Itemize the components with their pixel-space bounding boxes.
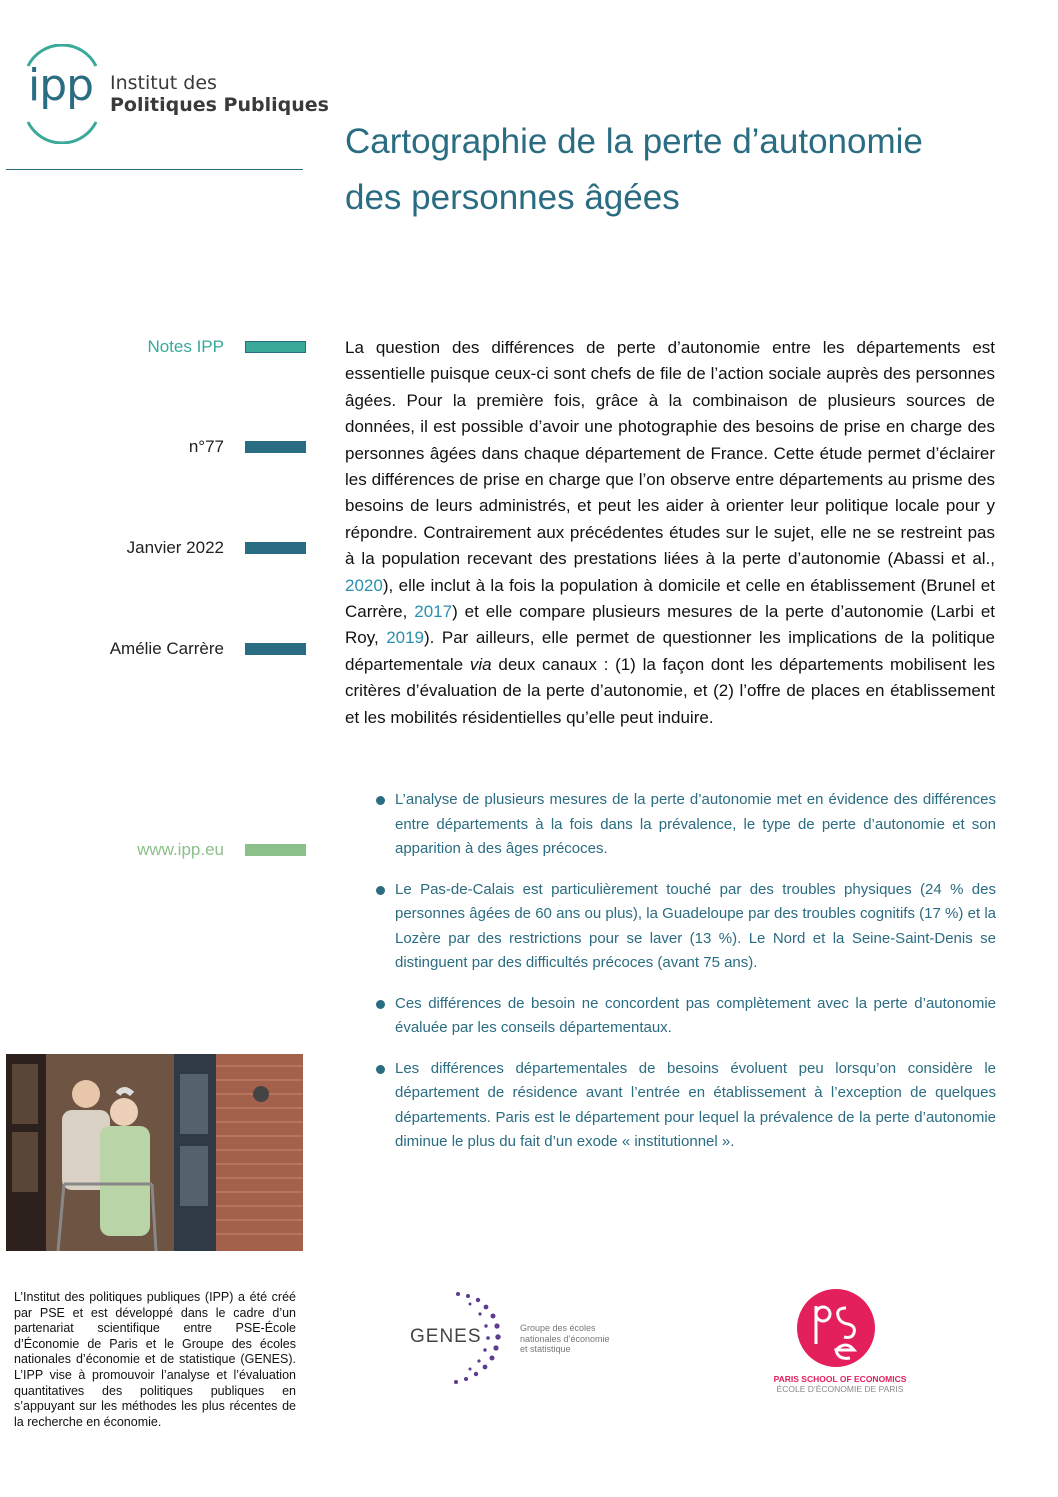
abstract-text: ), elle inclut à la fois la population à domicile et celle en établissement (Brunel et Carrère, (345, 575, 995, 622)
abstract-text: deux canaux : (1) la façon dont les départements mobilisent les critères d’évaluation de la perte d’autonomie, et (2) l’offre de places en établissement et les mobilités résidentielles qu’elle peut induire. (345, 654, 995, 727)
website-link[interactable]: www.ipp.eu (137, 840, 224, 859)
bullet-icon (376, 1065, 385, 1074)
publication-date: Janvier 2022 (126, 538, 224, 557)
finding-item (376, 788, 996, 862)
citation-link[interactable]: 2020 (345, 575, 383, 595)
genes-subtitle (520, 1323, 620, 1355)
bullet-icon (376, 796, 385, 805)
org-name-line2: Politiques Publiques (110, 94, 329, 116)
finding-item (376, 992, 996, 1041)
date-bar (245, 542, 306, 554)
ipp-logo-text: ipp (28, 60, 94, 111)
pse-caption-line: PARIS SCHOOL OF ECONOMICS (773, 1374, 907, 1384)
ipp-about-text: L’Institut des politiques publiques (IPP) a été créé par PSE et est développé dans le cadre d’un partenariat scientifique entre PSE-École d’Économie de Paris et le Groupe des écoles nationales d’économie et de statistique (GENES). L’IPP vise à promouvoir l’analyse et l’évaluation quantitatives des politiques publiques en s’appuyant sur les méthodes les plus récentes de la recherche en économie. (14, 1290, 296, 1429)
abstract-emphasis: via (469, 654, 492, 674)
abstract-text: ). Par ailleurs, elle permet de questionner les implications de la politique départementale (345, 628, 995, 674)
finding-item (376, 878, 996, 976)
title-line2: des personnes âgées (345, 178, 680, 217)
abstract-text: ) et elle compare plusieurs mesures de la perte d’autonomie (Larbi et Roy, (345, 602, 995, 648)
finding-text: Ces différences de besoin ne concordent pas complètement avec la perte d’autonomie évaluée par les conseils départementaux. (395, 994, 996, 1036)
finding-text: Les différences départementales de besoins évoluent peu lorsqu’on considère le département de résidence avant l’entrée en établissement à l’exception de quelques départements. Paris est le département pour lequel la prévalence de la perte d’autonomie diminue le plus du fait d’un exode « institutionnel ». (395, 1059, 996, 1150)
pse-logo-mark (796, 1288, 876, 1368)
title-line1: Cartographie de la perte d’autonomie (345, 122, 923, 161)
citation-link[interactable]: 2017 (414, 602, 453, 622)
genes-subtitle-line: Groupe des écoles (520, 1323, 596, 1333)
page-title (345, 114, 1025, 226)
header-divider (6, 169, 303, 170)
pse-logo-caption (760, 1375, 920, 1394)
org-name-line1: Institut des (110, 72, 217, 94)
abstract-paragraph (345, 335, 995, 731)
series-label: Notes IPP (147, 337, 224, 356)
abstract-text: La question des différences de perte d’autonomie entre les départements est essentielle puisque ceux-ci sont chefs de file de l’action sociale auprès des personnes âgées. Pour la première fois, grâce à la combinaison de plusieurs sources de données, il est possible d’avoir une photographie des besoins de prise en charge des personnes âgées dans chaque département de France. Cette étude permet d’éclairer les différences de prise en charge que l’on observe entre départements au prisme des besoins de leurs administrés, et peut les aider à orienter leur politique locale pour y répondre. Contrairement aux précédentes études sur le sujet, elle ne se restreint pas à la population recevant des prestations liées à la perte d’autonomie (Abassi et al., (345, 338, 995, 569)
issue-number: n°77 (188, 437, 224, 456)
finding-text: Le Pas-de-Calais est particulièrement touché par des troubles physiques (24 % des personnes âgées de 60 ans ou plus), la Guadeloupe par des troubles cognitifs (17 %) et la Lozère par des restrictions pour se laver (13 %). Le Nord et la Seine-Saint-Denis se distinguent par des difficultés précoces (avant 75 ans). (395, 880, 996, 971)
genes-logo-text: GENES (410, 1326, 482, 1347)
author-name: Amélie Carrère (109, 639, 224, 658)
bullet-icon (376, 1000, 385, 1009)
author-bar (245, 643, 306, 655)
citation-link[interactable]: 2019 (386, 628, 425, 648)
bullet-icon (376, 886, 385, 895)
genes-subtitle-line: nationales d’économie (520, 1333, 610, 1344)
genes-subtitle-line: et statistique (520, 1344, 571, 1354)
finding-item (376, 1057, 996, 1155)
issue-bar (245, 441, 306, 453)
elderly-couple-photo (6, 1054, 303, 1251)
website-bar (245, 844, 306, 856)
pse-caption-line: ÉCOLE D’ÉCONOMIE DE PARIS (776, 1383, 904, 1394)
series-bar (245, 341, 306, 353)
key-findings-list (376, 788, 996, 1171)
organization-name (110, 72, 329, 116)
finding-text: L’analyse de plusieurs mesures de la perte d’autonomie met en évidence des différences entre départements à la fois dans la prévalence, le type de perte d’autonomie et son apparition à des âges précoces. (395, 791, 996, 857)
